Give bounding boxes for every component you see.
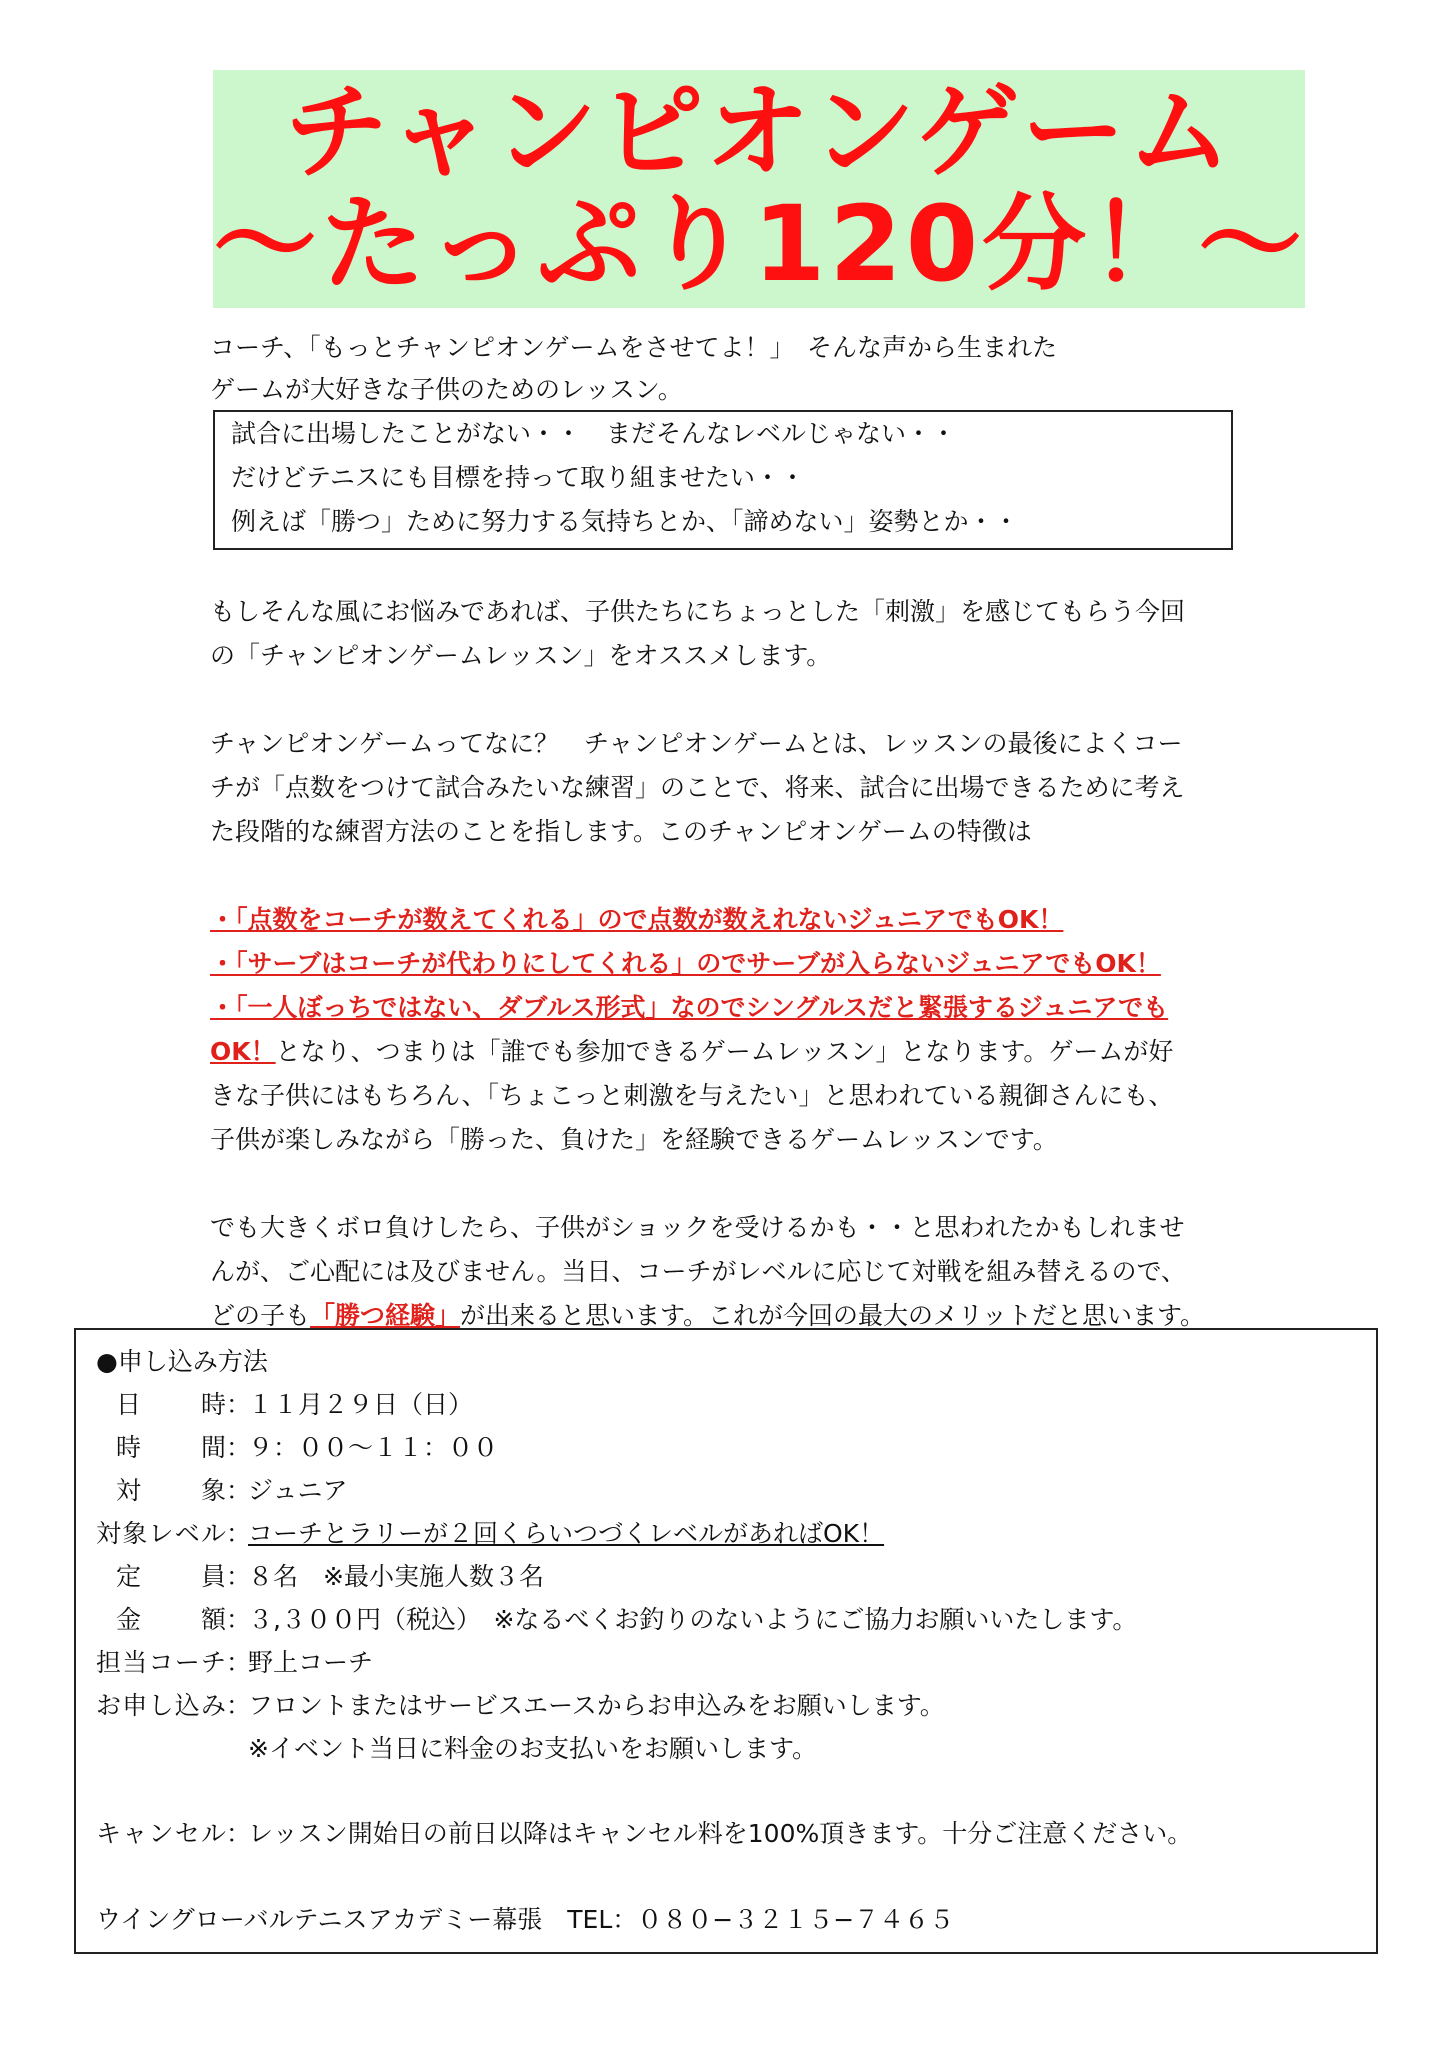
- info-label: 金 額: [116, 1605, 226, 1634]
- feature-item: ・「一人ぼっちではない、ダブルス形式」なのでシングルスだと緊張するジュニアでも: [210, 993, 1169, 1022]
- concerns-box: [213, 410, 1233, 550]
- info-value: ３,３００円（税込） ※なるべくお釣りのないようにご協力お願いいたします。: [248, 1605, 1138, 1634]
- intro-line-2: ゲームが大好きな子供のためのレッスン。: [210, 375, 683, 404]
- para1-line: の「チャンピオンゲームレッスン」をオススメします。: [210, 641, 832, 670]
- info-row-cancel: キャンセル：レッスン開始日の前日以降はキャンセル料を100%頂きます。十分ご注意ください。: [96, 1816, 1192, 1852]
- para2-line: た段階的な練習方法のことを指します。このチャンピオンゲームの特徴は: [210, 817, 1032, 846]
- para2-line: チが「点数をつけて試合みたいな練習」のことで、将来、試合に出場できるために考え: [210, 773, 1185, 802]
- payment-note: ※イベント当日に料金のお支払いをお願いします。: [248, 1734, 817, 1763]
- title-banner: [213, 70, 1305, 308]
- info-value: ８名 ※最小実施人数３名: [248, 1562, 544, 1591]
- info-label: 日 時: [116, 1390, 226, 1419]
- info-row-level: 対象レベル：コーチとラリーが２回くらいつづくレベルがあればOK！: [96, 1516, 884, 1552]
- info-value: ジュニア: [248, 1476, 348, 1505]
- title-line-1: チャンピオンゲーム: [284, 71, 1234, 193]
- intro-line-1: コーチ、「もっとチャンピオンゲームをさせてよ！」 そんな声から生まれた: [210, 333, 1058, 362]
- ok-red-text: OK！: [210, 1037, 276, 1066]
- info-value: フロントまたはサービスエースからお申込みをお願いします。: [248, 1691, 945, 1720]
- concern-item: 試合に出場したことがない・・ まだそんなレベルじゃない・・: [231, 419, 957, 448]
- info-value: レッスン開始日の前日以降はキャンセル料を100%頂きます。十分ご注意ください。: [248, 1819, 1193, 1848]
- info-heading: ●申し込み方法: [96, 1347, 268, 1376]
- info-row-coach: 担当コーチ：野上コーチ: [96, 1645, 373, 1681]
- para4-line-3-post: が出来ると思います。これが今回の最大のメリットだと思います。: [460, 1301, 1206, 1330]
- info-row-apply: お申し込み：フロントまたはサービスエースからお申込みをお願いします。: [96, 1688, 945, 1724]
- para2-line: チャンピオンゲームってなに？ チャンピオンゲームとは、レッスンの最後によくコー: [210, 729, 1183, 758]
- info-label: 担当コーチ: [96, 1648, 226, 1677]
- application-info-box: [74, 1328, 1378, 1954]
- para3-line-1-rest: となり、つまりは「誰でも参加できるゲームレッスン」となります。ゲームが好: [275, 1037, 1174, 1066]
- info-value: ９：００〜１１：００: [248, 1433, 499, 1462]
- contact-line: ウイングローバルテニスアカデミー幕張 TEL：０８０−３２１５−７４６５: [96, 1905, 955, 1934]
- info-label: 対象レベル: [96, 1519, 226, 1548]
- para4-line-1: でも大きくボロ負けしたら、子供がショックを受けるかも・・と思われたかもしれませ: [210, 1213, 1185, 1242]
- info-row-date: 日 時：１１月２９日（日）: [116, 1387, 473, 1423]
- info-value: 野上コーチ: [248, 1648, 374, 1677]
- para1-line: もしそんな風にお悩みであれば、子供たちにちょっとした「刺激」を感じてもらう今回: [210, 597, 1186, 626]
- info-label: キャンセル: [96, 1819, 226, 1848]
- info-label: お申し込み: [96, 1691, 226, 1720]
- para4-line-2: んが、ご心配には及びません。当日、コーチがレベルに応じて対戦を組み替えるので、: [210, 1257, 1187, 1286]
- para3-line-3: 子供が楽しみながら「勝った、負けた」を経験できるゲームレッスンです。: [210, 1125, 1058, 1154]
- info-value: コーチとラリーが２回くらいつづくレベルがあればOK！: [248, 1519, 885, 1548]
- concern-item: だけどテニスにも目標を持って取り組ませたい・・: [231, 463, 806, 492]
- feature-item: ・「点数をコーチが数えてくれる」ので点数が数えれないジュニアでもOK！: [210, 905, 1064, 934]
- info-label: 時 間: [116, 1433, 226, 1462]
- info-row-target: 対 象：ジュニア: [116, 1473, 348, 1509]
- info-label: 対 象: [116, 1476, 226, 1505]
- concern-item: 例えば「勝つ」ために努力する気持ちとか、「諦めない」姿勢とか・・: [231, 507, 1019, 536]
- info-row-capacity: 定 員：８名 ※最小実施人数３名: [116, 1559, 544, 1595]
- para4-line-3-pre: どの子も: [210, 1301, 311, 1330]
- info-value: １１月２９日（日）: [248, 1390, 474, 1419]
- para3-line-2: きな子供にはもちろん、「ちょこっと刺激を与えたい」と思われている親御さんにも、: [210, 1081, 1174, 1110]
- title-line-2: 〜たっぷり120分！〜: [213, 183, 1307, 305]
- feature-item: ・「サーブはコーチが代わりにしてくれる」のでサーブが入らないジュニアでもOK！: [210, 949, 1161, 978]
- win-experience-red-text: 「勝つ経験」: [310, 1301, 461, 1330]
- info-label: 定 員: [116, 1562, 226, 1591]
- para3-line-1: [210, 1030, 1173, 1074]
- info-row-price: 金 額：３,３００円（税込） ※なるべくお釣りのないようにご協力お願いいたします。: [116, 1602, 1137, 1638]
- info-row-time: 時 間：９：００〜１１：００: [116, 1430, 498, 1466]
